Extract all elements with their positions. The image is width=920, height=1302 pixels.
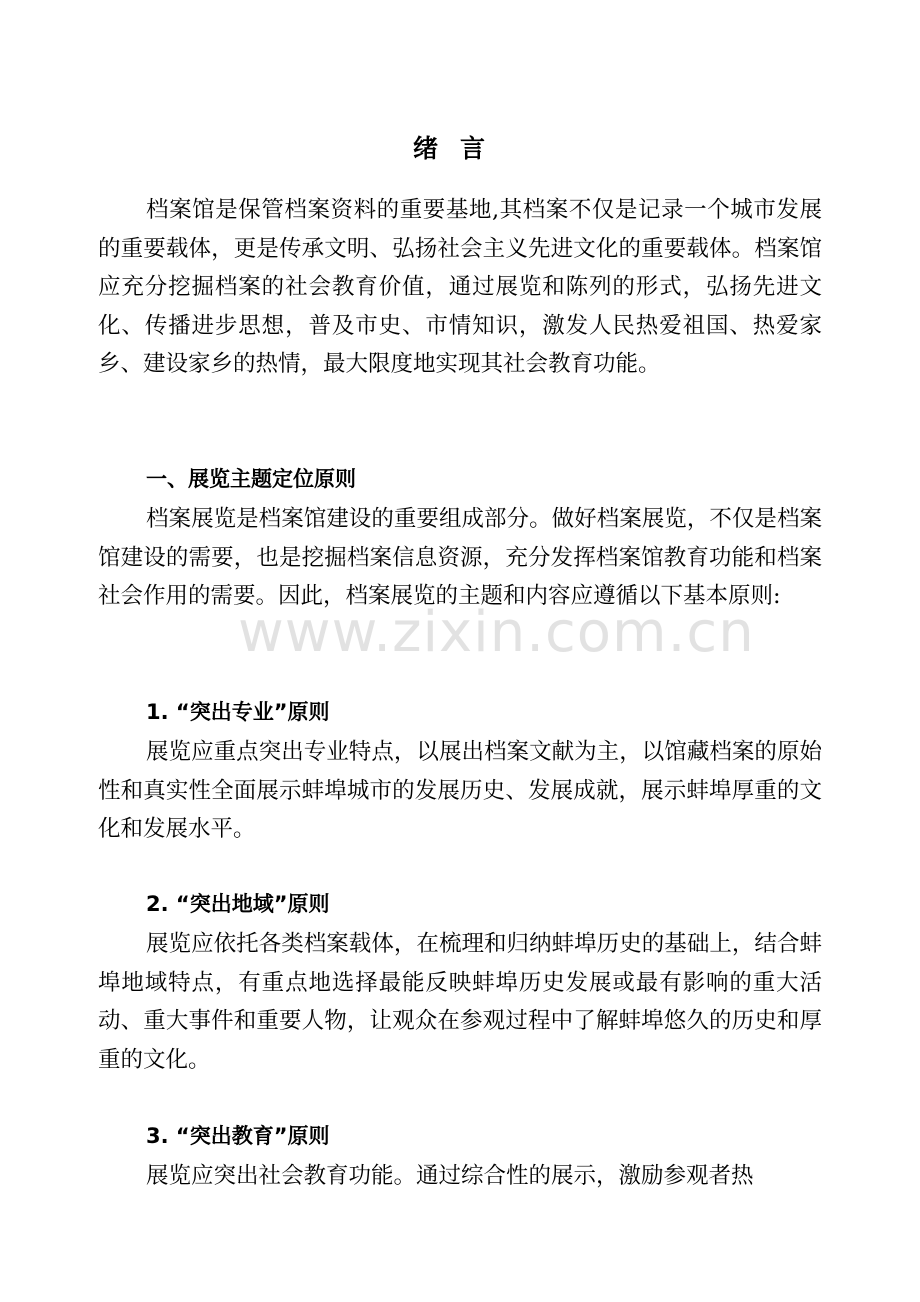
section-body-theme-principles: 档案展览是档案馆建设的重要组成部分。做好档案展览，不仅是档案馆建设的需要，也是挖掘档案信息资源，充分发挥档案馆教育功能和档案社会作用的需要。因此，档案展览的主题和内容应遵循以下基本原则: bbox=[98, 506, 822, 610]
section-heading-theme-principles: 一、展览主题定位原则 bbox=[146, 467, 356, 491]
principle-heading-education: 3. “突出教育”原则 bbox=[146, 1124, 330, 1148]
principle-heading-professional: 1. “突出专业”原则 bbox=[146, 700, 330, 724]
intro-paragraph: 档案馆是保管档案资料的重要基地,其档案不仅是记录一个城市发展的重要载体，更是传承文明、弘扬社会主义先进文化的重要载体。档案馆应充分挖掘档案的社会教育价值，通过展览和陈列的形式，弘扬先进文化、传播进步思想，普及市史、市情知识，激发人民热爱祖国、热爱家乡、建设家乡的热情，最大限度地实现其社会教育功能。 bbox=[98, 197, 822, 378]
principle-body-regional: 展览应依托各类档案载体，在梳理和归纳蚌埠历史的基础上，结合蚌埠地域特点，有重点地选择最能反映蚌埠历史发展或最有影响的重大活动、重大事件和重要人物，让观众在参观过程中了解蚌埠悠久的历史和厚重的文化。 bbox=[98, 931, 822, 1073]
principle-body-professional: 展览应重点突出专业特点，以展出档案文献为主，以馆藏档案的原始性和真实性全面展示蚌埠城市的发展历史、发展成就，展示蚌埠厚重的文化和发展水平。 bbox=[98, 739, 822, 843]
document-title: 绪言 bbox=[412, 133, 507, 163]
principle-heading-regional: 2. “突出地域”原则 bbox=[146, 892, 330, 916]
site-watermark: www.zixin.com.cn bbox=[238, 600, 755, 665]
principle-body-education: 展览应突出社会教育功能。通过综合性的展示，激励参观者热 bbox=[146, 1163, 754, 1189]
